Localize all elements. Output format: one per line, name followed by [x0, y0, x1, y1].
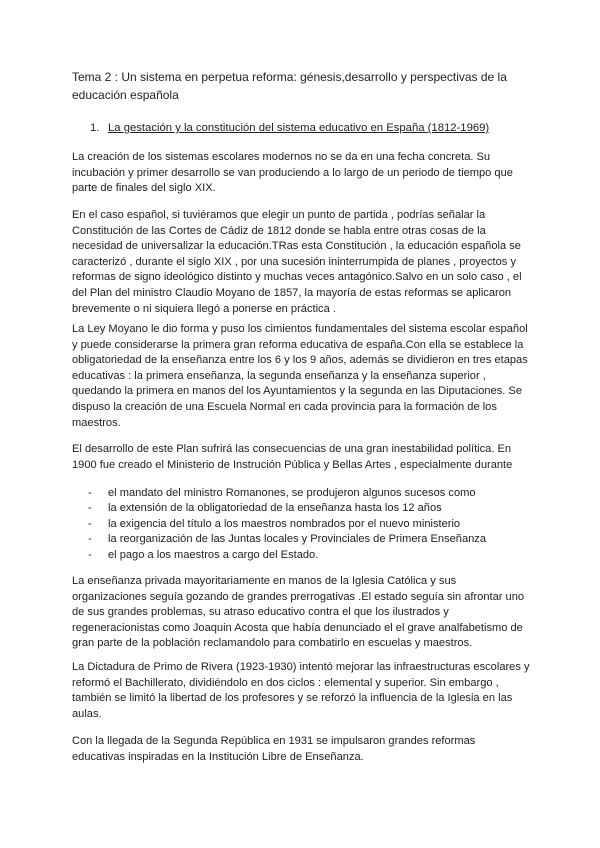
- section-heading-text: La gestación y la constitución del sistema educativo en España (1812-1969): [108, 122, 490, 134]
- list-item-text: el mandato del ministro Romanones, se produjeron algunos sucesos como: [108, 487, 476, 499]
- list-item: [88, 517, 528, 532]
- paragraph: Con la llegada de la Segunda República en 1931 se impulsaron grandes reformas educativas inspiradas en la Institución Libre de Enseñanza.: [72, 735, 476, 763]
- section-number: 1.: [90, 122, 100, 134]
- bullet-marker: -: [88, 502, 92, 515]
- paragraph: La Dictadura de Primo de Rivera (1923-1930) intentó mejorar las infraestructuras escolares y reformó el Bachillerato, dividiéndolo en dos ciclos : elemental y superior. Sin embargo , también se limitó la libertad de los profesores y se reforzó la influencia de la Iglesia en las aulas.: [72, 661, 530, 720]
- bullet-marker: -: [88, 487, 92, 499]
- section-heading: [90, 120, 530, 136]
- paragraph: La creación de los sistemas escolares modernos no se da en una fecha concreta. Su incubación y primer desarrollo se van produciendo a lo largo de un periodo de tiempo que parte de finales del siglo XIX.: [72, 151, 513, 195]
- list-item: [88, 486, 528, 501]
- paragraph: El desarrollo de este Plan sufrirá las consecuencias de una gran inestabilidad política. En 1900 fue creado el Ministerio de Instrución Pública y Bellas Artes , especialmente durante: [72, 443, 513, 471]
- paragraph: La enseñanza privada mayoritariamente en manos de la Iglesia Católica y sus organizaciones seguía gozando de grandes prerrogativas .El estado seguía sin afrontar uno de sus grandes problemas, su atraso educativo contra el que los ilustrados y regeneracionistas como Joaquin Acosta que había denunciado el el grave analfabetismo de gran parte de la población reclamandolo para combatirlo en escuelas y maestros.: [72, 575, 525, 650]
- list-item-text: el pago a los maestros a cargo del Estado.: [108, 548, 319, 561]
- list-item-text: la reorganización de las Juntas locales y Provinciales de Primera Enseñanza: [108, 533, 487, 546]
- paragraph: La Ley Moyano le dio forma y puso los cimientos fundamentales del sistema escolar español y puede considerarse la primera gran reforma educativa de españa.Con ella se establece la obligatoriedad de la enseñanza entre los 6 y los 9 años, además se dividieron en tres etapas educativas : la primera enseñanza, la segunda enseñanza y la enseñanza superior , quedando la primera en manos del los Ayuntamientos y la segunda en las Diputaciones. Se dispuso la creación de una Escuela Normal en cada provincia para la formación de los maestros.: [72, 323, 528, 429]
- document-title: Tema 2 : Un sistema en perpetua reforma: génesis,desarrollo y perspectivas de la educación española: [72, 70, 507, 102]
- paragraph: En el caso español, si tuviéramos que elegir un punto de partida , podrías señalar la Constitución de las Cortes de Cádiz de 1812 donde se habla entre otras cosas de la necesidad de universalizar la educación.TRas esta Constitución , la educación española se caracterizó , durante el siglo XIX , por una sucesión ininterrumpida de planes , proyectos y reformas de signo ideológico distinto y muchas veces antagónico.Salvo en un solo caso , el del Plan del ministro Claudio Moyano de 1857, la mayoría de estas reformas se aplicaron brevemente o ni siquiera llegó a ponerse en práctica .: [72, 209, 522, 315]
- list-item: [88, 501, 528, 516]
- bullet-marker: -: [88, 517, 92, 530]
- list-item: [88, 532, 528, 547]
- list-item: [88, 548, 528, 563]
- bullet-marker: -: [88, 548, 92, 561]
- bullet-marker: -: [88, 533, 92, 546]
- list-item-text: la exigencia del título a los maestros nombrados por el nuevo ministerio: [108, 517, 461, 530]
- list-item-text: la extensión de la obligatoriedad de la enseñanza hasta los 12 años: [108, 502, 442, 515]
- bullet-list: [88, 486, 528, 563]
